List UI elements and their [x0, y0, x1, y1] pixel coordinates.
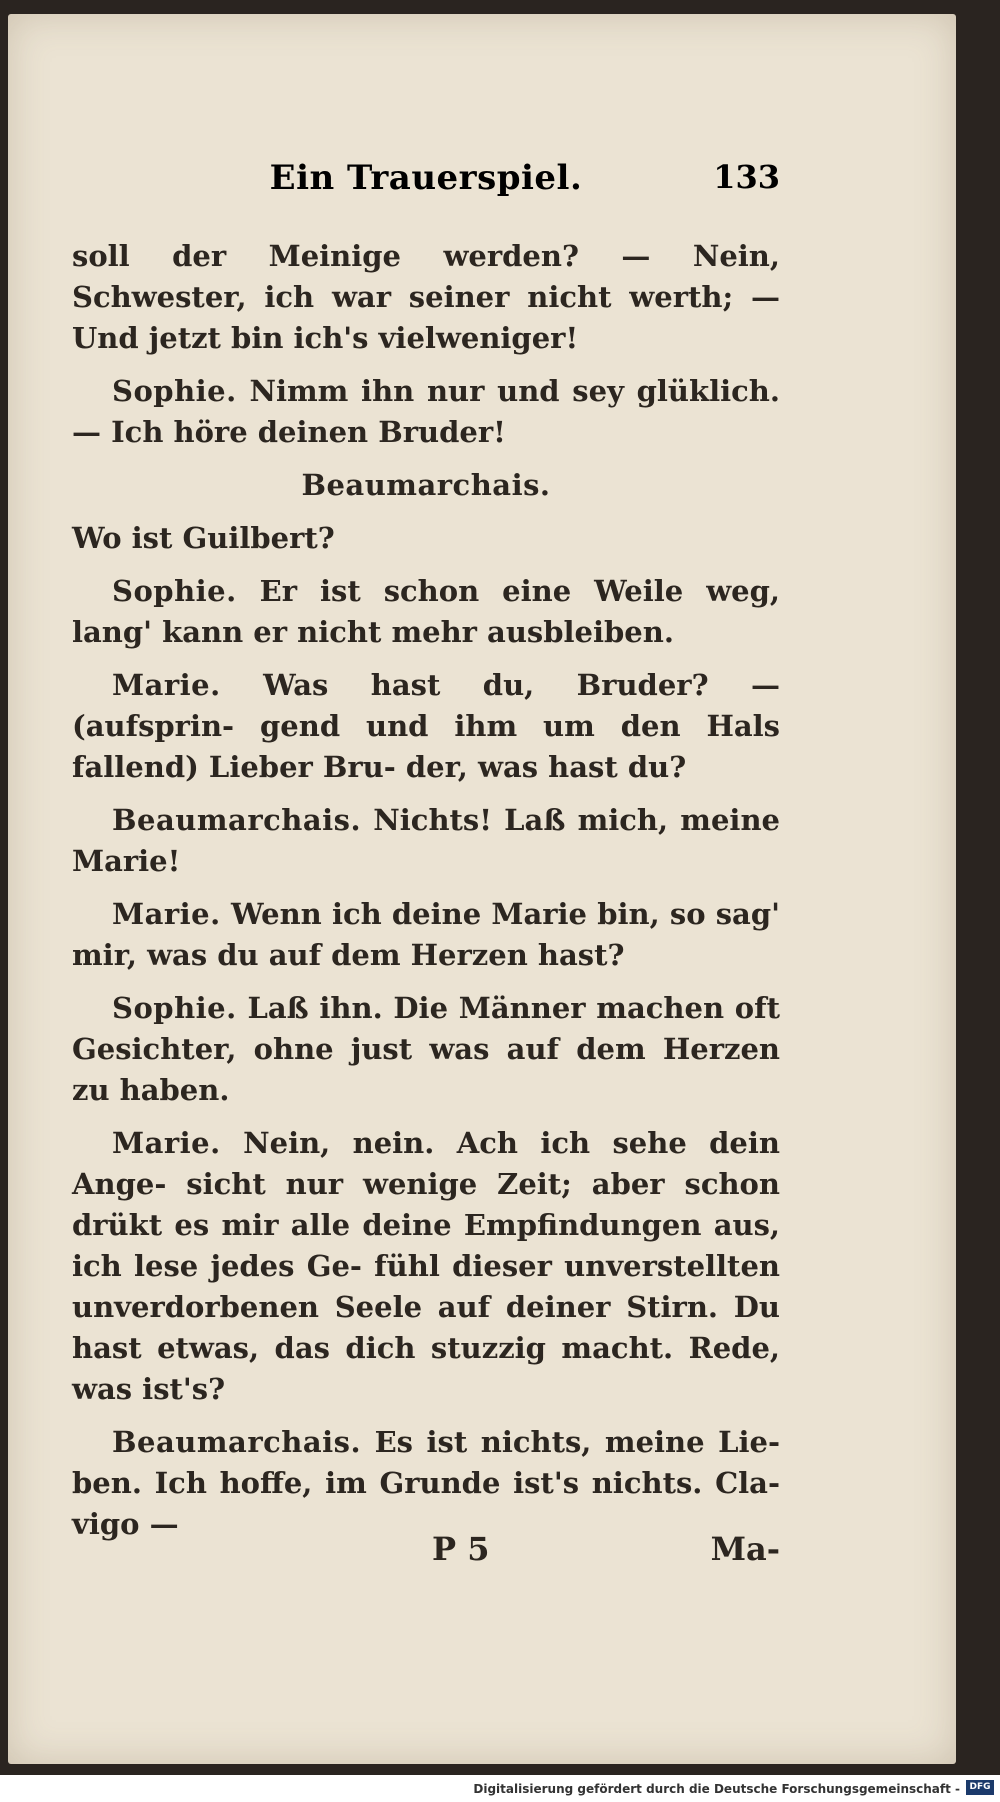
page-footer [72, 1530, 780, 1574]
paragraph-text: Nichts! Laß mich, meine Marie! [72, 803, 780, 878]
body-text [72, 236, 780, 1557]
paragraph [72, 894, 780, 976]
speaker-name: Beaumarchais. [112, 803, 362, 837]
paragraph-text: Nein, nein. Ach ich sehe dein Ange- sicht nur wenige Zeit; aber schon drükt es mir alle deine Empfindungen aus, ich lese jedes Ge- fühl dieser unverstellten unverdorbenen Seele auf deiner Stirn. Du hast etwas, das dich stuzzig macht. Rede, was ist's? [72, 1126, 780, 1406]
paragraph [72, 236, 780, 359]
dfg-logo: DFG [966, 1780, 994, 1795]
speaker-name: Marie. [112, 668, 221, 702]
paragraph [72, 665, 780, 788]
speaker-name: Sophie. [112, 991, 237, 1025]
paragraph [72, 1422, 780, 1545]
paragraph-text: Was hast du, Bruder? — (aufsprin- gend und ihm um den Hals fallend) Lieber Bru- der, was hast du? [72, 668, 780, 784]
speaker-name: Marie. [112, 897, 221, 931]
paragraph-text: Laß ihn. Die Männer machen oft Gesichter, ohne just was auf dem Herzen zu haben. [72, 991, 780, 1107]
speaker-name: Sophie. [112, 374, 237, 408]
running-head [72, 158, 780, 202]
page-number: 133 [713, 158, 780, 196]
digitization-note: Digitalisierung gefördert durch die Deutsche Forschungsgemeinschaft - [473, 1782, 960, 1796]
digitization-strip [0, 1775, 1000, 1802]
paragraph-text: Wo ist Guilbert? [72, 521, 335, 555]
paragraph-text: Es ist nichts, meine Lie- ben. Ich hoffe, im Grunde ist's nichts. Cla- vigo — [72, 1425, 780, 1541]
paragraph [72, 571, 780, 653]
catchword: Ma- [710, 1530, 780, 1568]
signature-mark: P 5 [432, 1530, 490, 1568]
paragraph [72, 800, 780, 882]
speaker-name: Marie. [112, 1126, 221, 1160]
paragraph [72, 518, 780, 559]
speaker-name: Beaumarchais. [112, 1425, 362, 1459]
paragraph [72, 988, 780, 1111]
paragraph [72, 371, 780, 453]
paragraph [72, 1123, 780, 1410]
speaker-heading [72, 465, 780, 506]
running-head-title: Ein Trauerspiel. [269, 158, 583, 198]
paragraph-text: soll der Meinige werden? — Nein, Schwester, ich war seiner nicht werth; — Und jetzt bin ich's vielweniger! [72, 239, 780, 355]
paragraph-text: Wenn ich deine Marie bin, so sag' mir, was du auf dem Herzen hast? [72, 897, 780, 972]
paragraph-text: Nimm ihn nur und sey glüklich. — Ich höre deinen Bruder! [72, 374, 780, 449]
speaker-name: Sophie. [112, 574, 237, 608]
paragraph-text: Er ist schon eine Weile weg, lang' kann er nicht mehr ausbleiben. [72, 574, 780, 649]
speaker-name: Beaumarchais. [301, 468, 551, 502]
